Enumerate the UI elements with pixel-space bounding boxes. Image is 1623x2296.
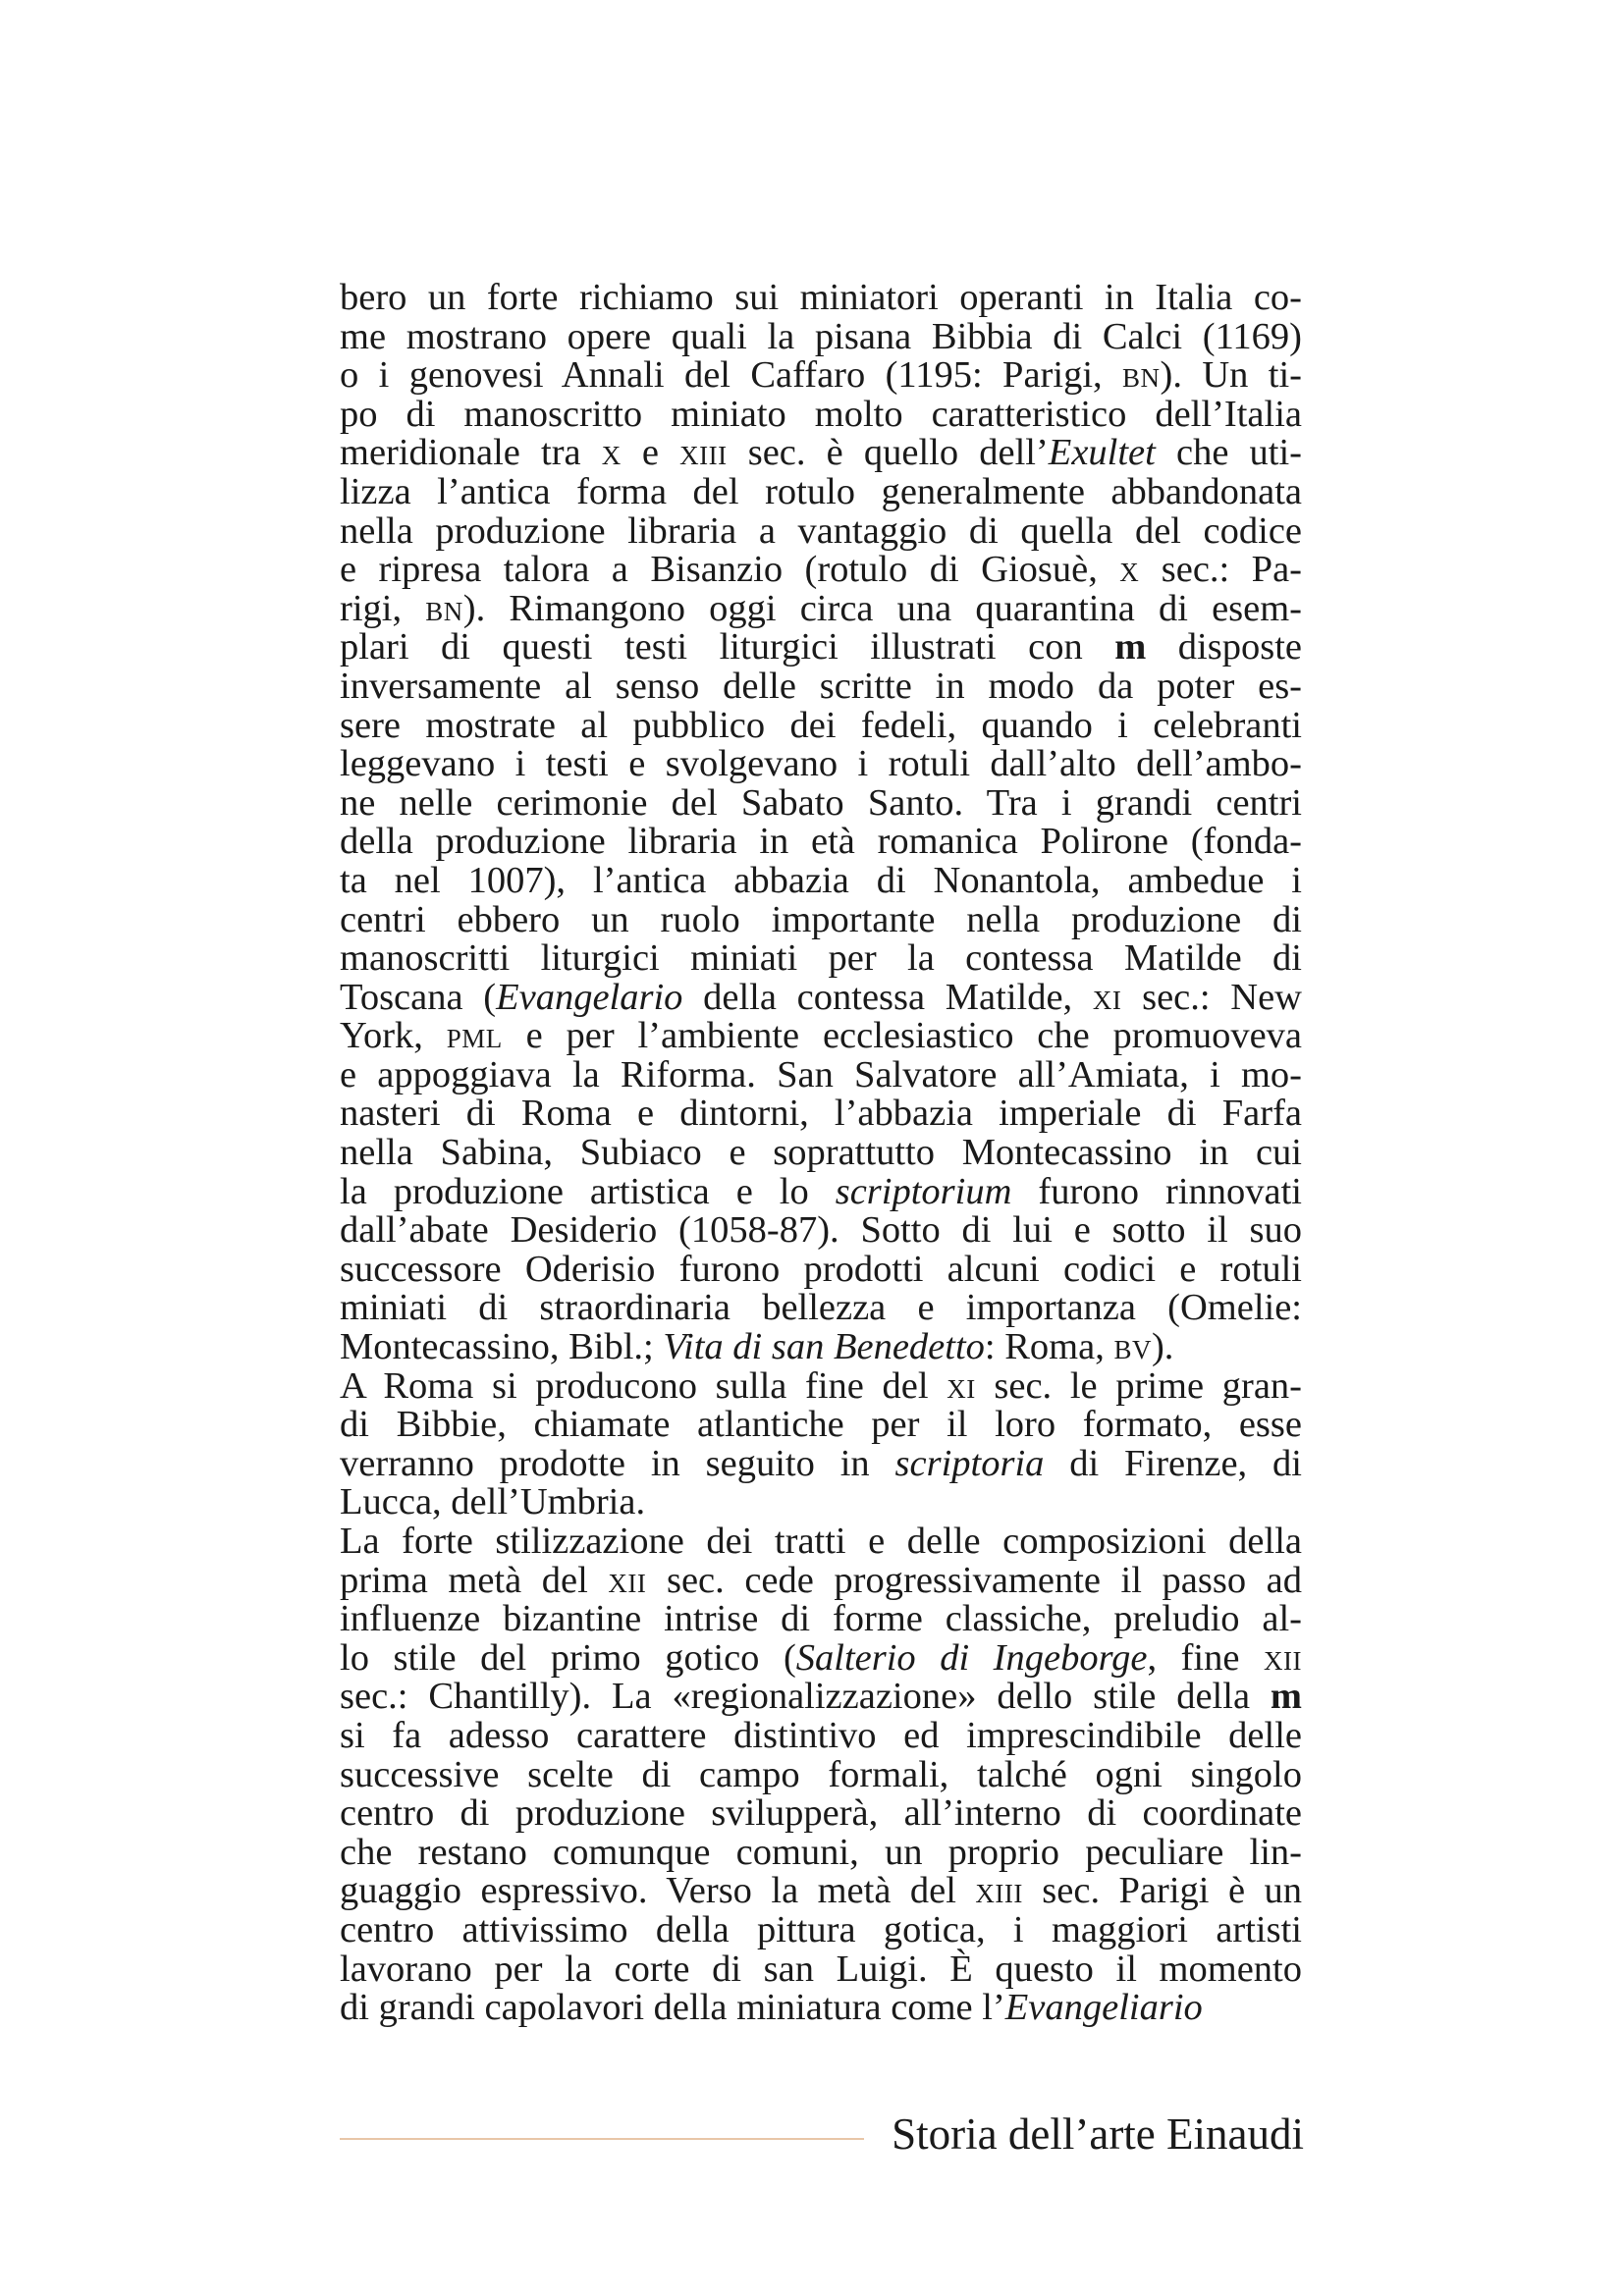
text-line: bero un forte richiamo sui miniatori operanti in Italia co- (340, 277, 1302, 318)
text-line: centro attivissimo della pittura gotica, i maggiori artisti (340, 1908, 1302, 1950)
text-line: della produzione libraria in età romanica Polirone (fonda- (340, 821, 1302, 863)
text-line: prima metà del xii sec. cede progressivamente il passo ad (340, 1559, 1303, 1601)
text-line: e ripresa talora a Bisanzio (rotulo di Giosuè, x sec.: Pa- (340, 549, 1302, 591)
text-line: ne nelle cerimonie del Sabato Santo. Tra i grandi centri (340, 781, 1302, 824)
text-line: rigi, bn). Rimangono oggi circa una quarantina di esem- (340, 587, 1302, 629)
text-line: successive scelte di campo formali, talché ogni singolo (340, 1753, 1302, 1795)
text-line: guaggio espressivo. Verso la metà del xiii sec. Parigi è un (340, 1870, 1302, 1912)
text-line: e appoggiava la Riforma. San Salvatore all’Amiata, i mo- (340, 1053, 1302, 1095)
text-line: nella produzione libraria a vantaggio di quella del codice (340, 509, 1302, 552)
text-line: lizza l’antica forma del rotulo generalmente abbandonata (340, 470, 1302, 512)
text-line: plari di questi testi liturgici illustrati con m disposte (340, 626, 1302, 668)
text-line: successore Oderisio furono prodotti alcuni codici e rotuli (340, 1248, 1302, 1290)
footer-rule (340, 2138, 864, 2140)
text-line: o i genovesi Annali del Caffaro (1195: Parigi, bn). Un ti- (340, 354, 1303, 397)
text-line: centro di produzione svilupperà, all’interno di coordinate (340, 1792, 1302, 1835)
text-line: sec.: Chantilly). La «regionalizzazione» dello stile della m (340, 1676, 1302, 1718)
text-line: Montecassino, Bibl.; Vita di san Benedetto: Roma, bv). (340, 1326, 1174, 1368)
text-line: di grandi capolavori della miniatura come l’Evangeliario (340, 1987, 1203, 2029)
text-line: la produzione artistica e lo scriptorium furono rinnovati (340, 1170, 1303, 1212)
text-line: di Bibbie, chiamate atlantiche per il loro formato, esse (340, 1404, 1302, 1446)
text-line: verranno prodotte in seguito in scriptoria di Firenze, di (340, 1442, 1302, 1484)
text-line: me mostrano opere quali la pisana Bibbia di Calci (1169) (340, 315, 1302, 357)
text-line: lo stile del primo gotico (Salterio di Ingeborge, fine xii (340, 1636, 1302, 1679)
body-text (340, 279, 1302, 2028)
text-line: po di manoscritto miniato molto caratteristico dell’Italia (340, 393, 1302, 435)
text-line: inversamente al senso delle scritte in modo da poter es- (340, 665, 1302, 707)
text-line: Lucca, dell’Umbria. (340, 1481, 646, 1523)
text-line: che restano comunque comuni, un proprio peculiare lin- (340, 1831, 1302, 1873)
text-line: York, pml e per l’ambiente ecclesiastico che promuoveva (340, 1015, 1302, 1057)
text-line: dall’abate Desiderio (1058-87). Sotto di lui e sotto il suo (340, 1209, 1302, 1252)
text-line: miniati di straordinaria bellezza e importanza (Omelie: (340, 1287, 1302, 1329)
text-line: meridionale tra x e xiii sec. è quello dell’Exultet che uti- (340, 432, 1303, 474)
text-line: A Roma si producono sulla fine del xi sec. le prime gran- (340, 1364, 1302, 1407)
text-line: manoscritti liturgici miniati per la contessa Matilde di (340, 937, 1302, 980)
text-line: lavorano per la corte di san Luigi. È questo il momento (340, 1948, 1302, 1990)
text-line: ta nel 1007), l’antica abbazia di Nonantola, ambedue i (340, 859, 1302, 901)
text-line: nella Sabina, Subiaco e soprattutto Montecassino in cui (340, 1132, 1302, 1174)
text-line: si fa adesso carattere distintivo ed imprescindibile delle (340, 1714, 1302, 1756)
text-line: La forte stilizzazione dei tratti e delle composizioni della (340, 1521, 1302, 1562)
text-line: leggevano i testi e svolgevano i rotuli dall’alto dell’ambo- (340, 743, 1302, 785)
footer-title: Storia dell’arte Einaudi (892, 2109, 1304, 2159)
text-line: nasteri di Roma e dintorni, l’abbazia imperiale di Farfa (340, 1093, 1302, 1135)
text-line: sere mostrate al pubblico dei fedeli, quando i celebranti (340, 704, 1302, 746)
text-line: Toscana (Evangelario della contessa Matilde, xi sec.: New (340, 976, 1302, 1018)
text-line: centri ebbero un ruolo importante nella produzione di (340, 898, 1302, 940)
text-line: influenze bizantine intrise di forme classiche, preludio al- (340, 1598, 1302, 1640)
